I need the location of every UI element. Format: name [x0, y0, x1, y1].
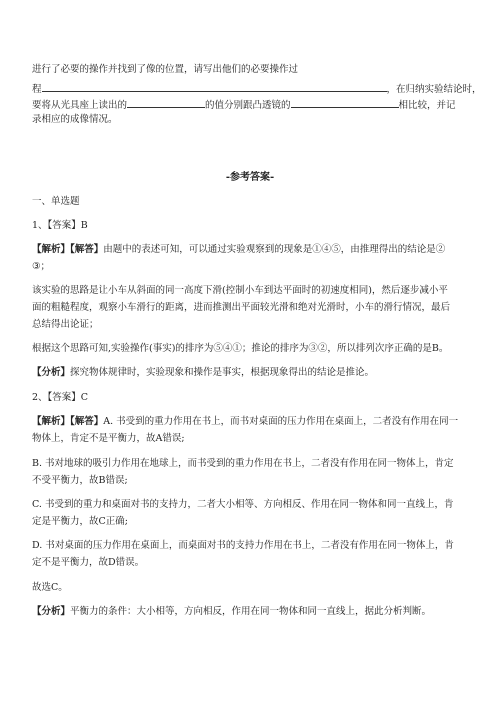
text-line: 不受平衡力，故B错误; [32, 475, 128, 486]
text: 由题中的表述可知，可以通过实验观察到的现象是①④⑤，由推理得出的结论是② [103, 244, 446, 255]
text-line: B. 书对地球的吸引力作用在地球上，而书受到的重力作用在书上，二者没有作用在同一物体上，肯定 [32, 458, 454, 469]
answer-line [32, 219, 472, 233]
answer-value: B [80, 220, 88, 231]
text-line: C. 书受到的重力和桌面对书的支持力，二者大小相等、方向相反、作用在同一物体和同一直线上，肯 [32, 499, 454, 510]
answers-title: -参考答案- [225, 172, 275, 183]
analysis-line [32, 605, 472, 619]
text: A. 书受到的重力作用在书上，而书对桌面的压力作用在桌面上，二者没有作用在同一 [103, 416, 459, 427]
analysis-line [32, 243, 472, 257]
text-line: 定不是平衡力，故D错误。 [32, 557, 145, 568]
text-line: ③； [32, 261, 51, 272]
fenxi-tag: 【分析】 [32, 367, 71, 378]
analysis-line [32, 415, 472, 429]
answer-label: 2、【答案】 [32, 392, 81, 403]
answer-value: C [80, 392, 89, 403]
text-line: 进行了必要的操作并找到了像的位置，请写出他们的必要操作过 [32, 64, 299, 75]
text-line: 总结得出论证； [32, 319, 99, 330]
text-line: D. 书对桌面的压力作用在桌面上，而桌面对书的支持力作用在书上，二者没有作用在同一物体上，肯 [32, 540, 454, 551]
text-line: 录相应的成像情况。 [32, 114, 118, 125]
text-line: 故选C。 [32, 582, 68, 593]
section-heading: 一、单选题 [32, 196, 80, 207]
text-line [32, 96, 472, 113]
text: 平衡力的条件：大小相等，方向相反，作用在同一物体和同一直线上，据此分析判断。 [70, 606, 432, 617]
text-line: 根据这个思路可知,实验操作(事实)的排序为⑤④①；推论的排序为③②，所以排列次序正确的是B。 [32, 343, 449, 354]
text-line: 物体上，肯定不是平衡力，故A错误; [32, 433, 185, 444]
answer-line [32, 391, 472, 405]
text-line: 定是平衡力，故C正确; [32, 516, 128, 527]
text: 程 [32, 84, 42, 95]
fenxi-tag: 【分析】 [32, 606, 71, 617]
text-line [32, 80, 482, 97]
analysis-tag: 【解析】【解答】 [32, 416, 104, 427]
analysis-line [32, 366, 472, 380]
text: ，在归纳实验结论时， [386, 84, 482, 95]
text-line: 面的粗糙程度，观察小车滑行的距离，进而推测出平面较光滑和绝对光滑时，小车的滑行情况，最后 [32, 302, 451, 313]
blank-underline [291, 96, 399, 108]
text: 相比较，并记 [398, 100, 456, 111]
text: 探究物体规律时，实验现象和操作是事实，根据现象得出的结论是推论。 [70, 367, 375, 378]
blank-underline [127, 96, 205, 108]
analysis-tag: 【解析】【解答】 [32, 244, 104, 255]
text: 的值分别跟凸透镜的 [205, 100, 291, 111]
answer-label: 1、【答案】 [32, 220, 81, 231]
blank-underline [42, 80, 387, 92]
text-line: 该实验的思路是让小车从斜面的同一高度下滑(控制小车到达平面时的初速度相同)，然后逐步减小平 [32, 285, 448, 296]
text: 要将从光具座上读出的 [32, 100, 128, 111]
